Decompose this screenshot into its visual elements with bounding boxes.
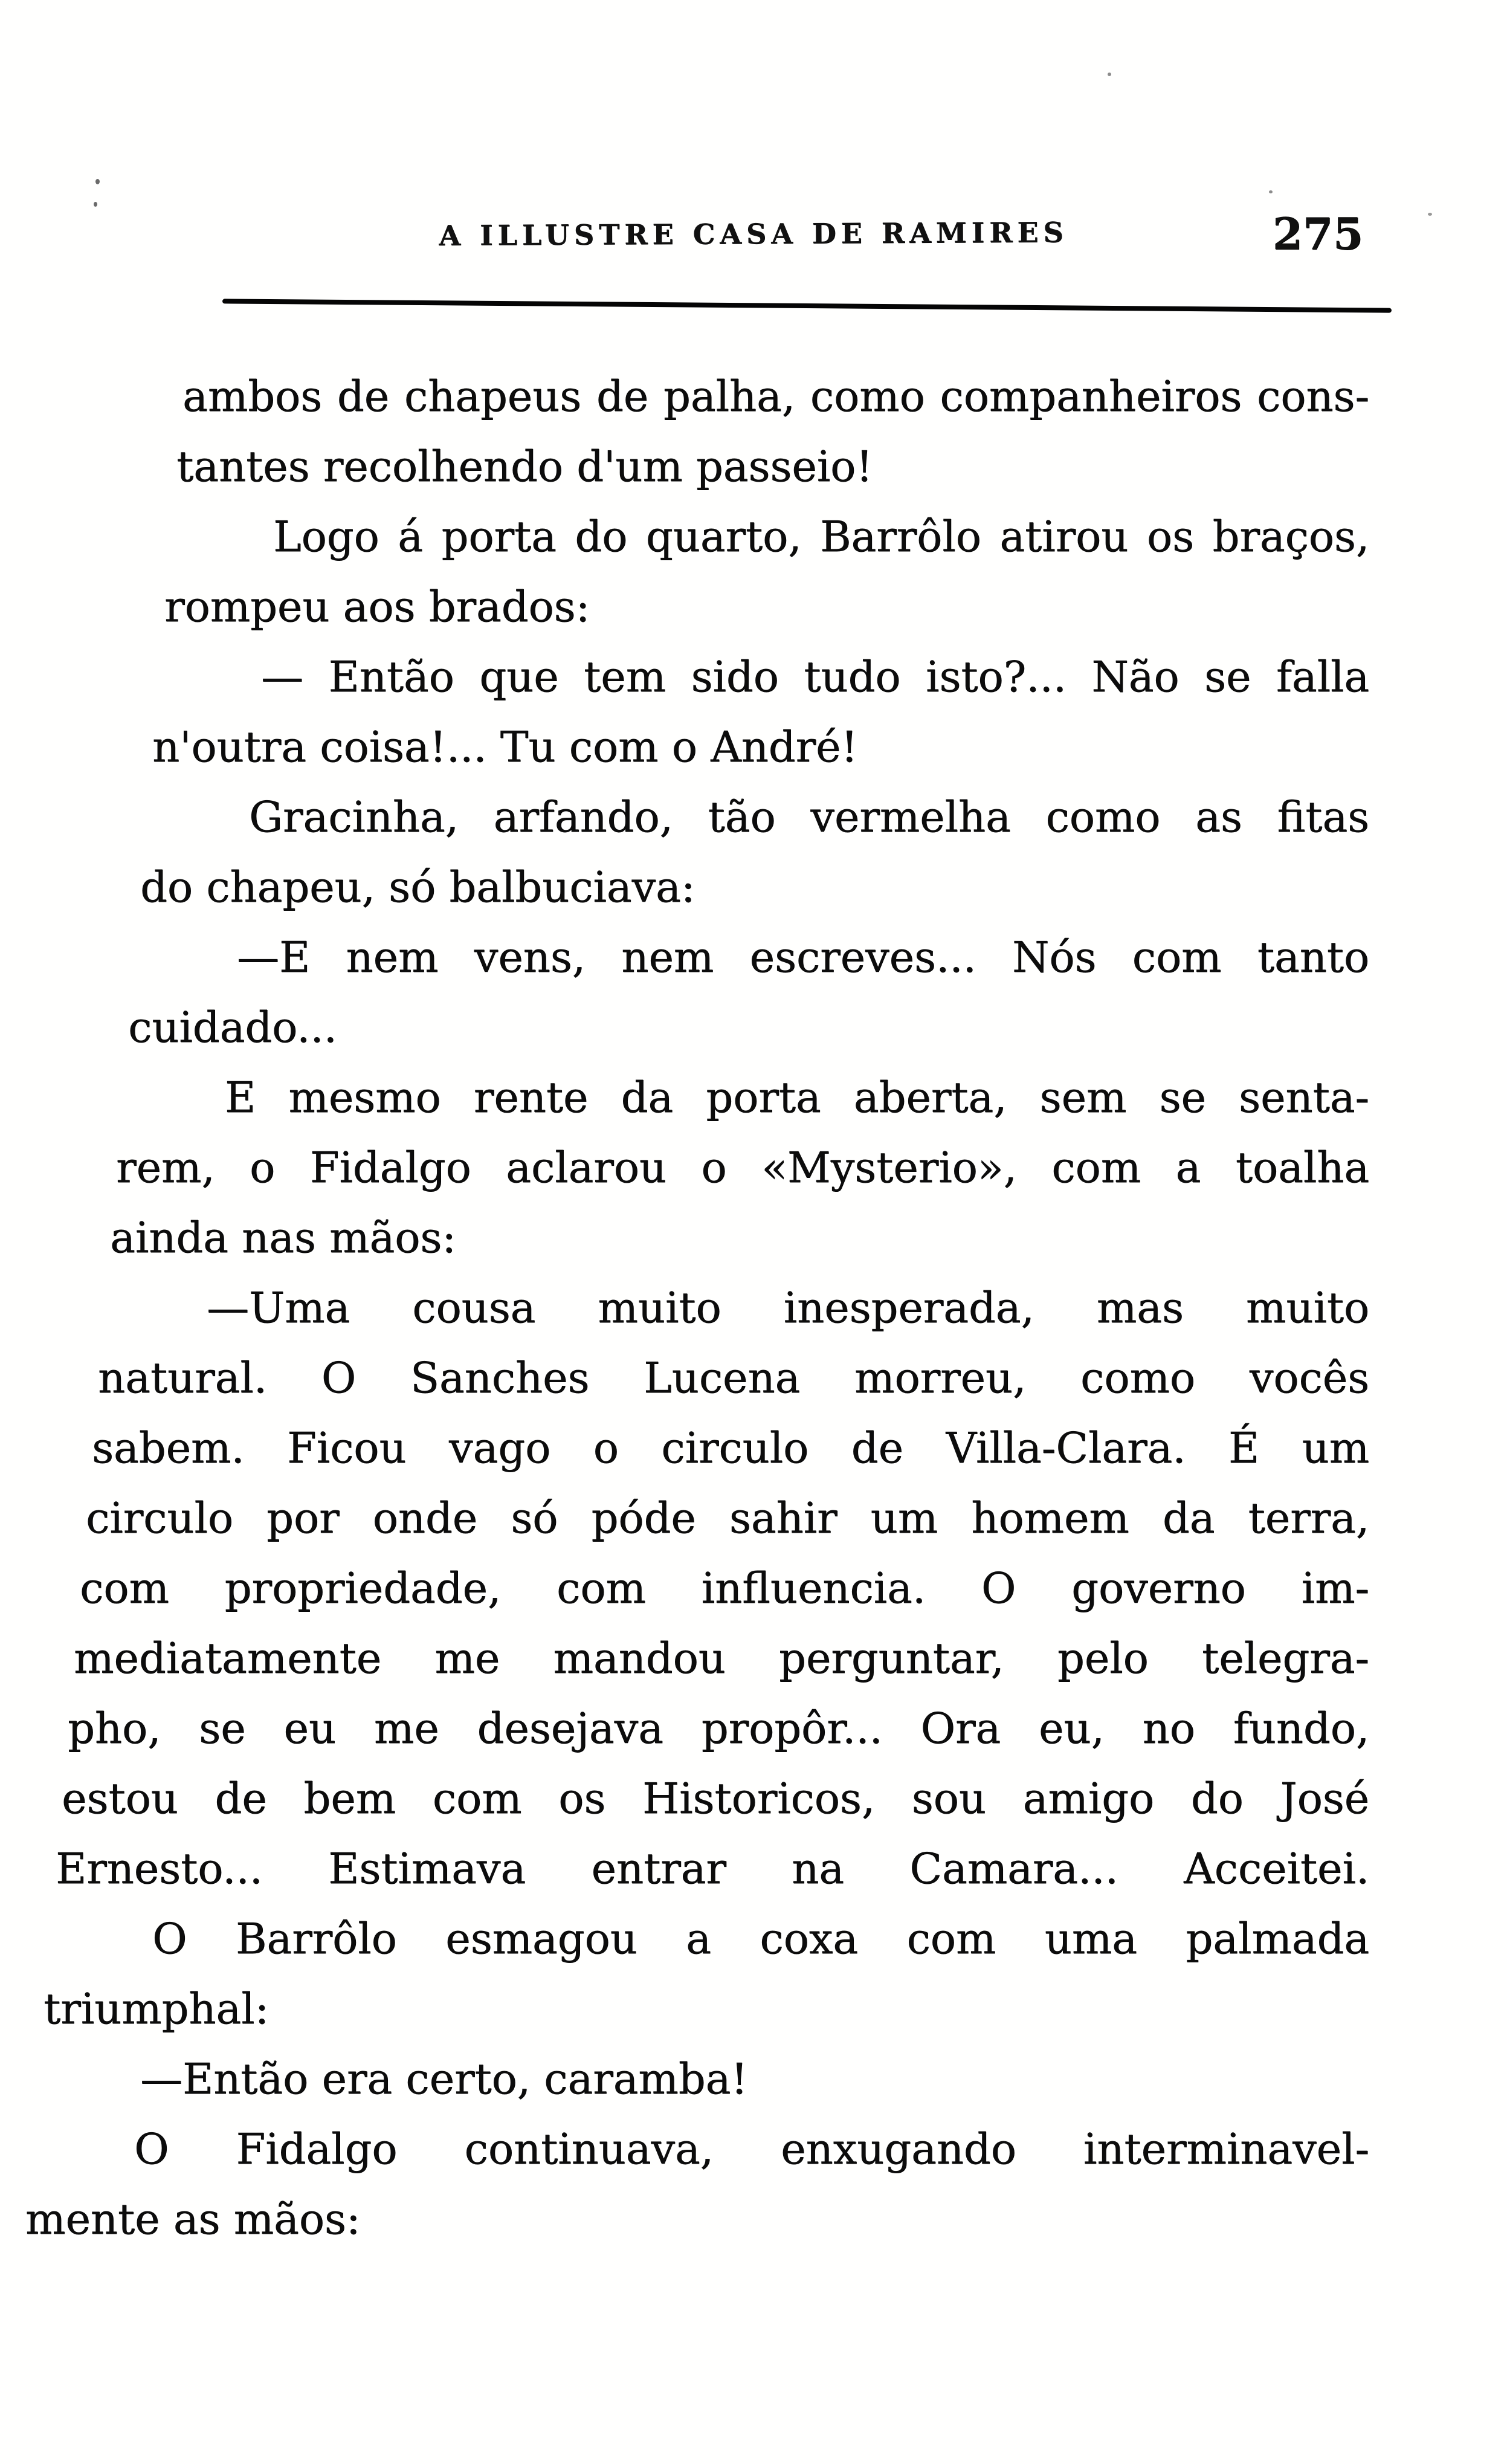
page-number: 275 — [1272, 208, 1363, 259]
scan-speck — [1108, 73, 1111, 76]
text-line: sabem. Ficou vago o circulo de Villa-Clara. É um — [92, 1423, 1369, 1473]
text-line: pho, se eu me desejava propôr... Ora eu, no fundo, — [68, 1704, 1369, 1753]
text-line: do chapeu, só balbuciava: — [140, 862, 695, 912]
text-line: natural. O Sanches Lucena morreu, como vocês — [98, 1353, 1369, 1403]
text-line: ambos de chapeus de palha, como companheiros cons- — [182, 372, 1369, 421]
scan-speck — [1269, 190, 1273, 193]
text-line: Logo á porta do quarto, Barrôlo atirou os braços, — [273, 512, 1369, 561]
running-head-title: A ILLUSTRE CASA DE RAMIRES — [439, 216, 1068, 252]
text-line: — Então que tem sido tudo isto?... Não se falla — [261, 652, 1369, 702]
text-line: estou de bem com os Historicos, sou amigo do José — [62, 1774, 1369, 1823]
header-rule — [222, 299, 1392, 312]
text-line: E mesmo rente da porta aberta, sem se senta- — [225, 1073, 1369, 1122]
text-line: O Barrôlo esmagou a coxa com uma palmada — [152, 1914, 1369, 1964]
text-line: —Então era certo, caramba! — [140, 2054, 748, 2104]
text-line: ainda nas mãos: — [110, 1213, 456, 1263]
text-line: Ernesto... Estimava entrar na Camara... Acceitei. — [56, 1844, 1369, 1893]
text-line: rem, o Fidalgo aclarou o «Mysterio», com a toalha — [116, 1143, 1369, 1192]
text-line: circulo por onde só póde sahir um homem da terra, — [86, 1493, 1369, 1543]
body-text — [25, 361, 1369, 2254]
text-line: O Fidalgo continuava, enxugando interminavel- — [134, 2124, 1369, 2174]
text-line: tantes recolhendo d'um passeio! — [176, 442, 873, 491]
text-line: cuidado... — [128, 1003, 337, 1052]
text-line: —Uma cousa muito inesperada, mas muito — [207, 1283, 1369, 1333]
text-line: n'outra coisa!... Tu com o André! — [152, 722, 858, 772]
scan-speck — [95, 179, 100, 184]
scan-speck — [94, 202, 97, 207]
text-line: com propriedade, com influencia. O governo im- — [80, 1563, 1369, 1613]
text-line: mediatamente me mandou perguntar, pelo telegra- — [74, 1634, 1369, 1683]
text-line: triumphal: — [44, 1984, 269, 2034]
text-line: mente as mãos: — [25, 2194, 361, 2244]
text-line: Gracinha, arfando, tão vermelha como as fitas — [249, 792, 1369, 842]
text-line: —E nem vens, nem escreves... Nós com tanto — [237, 933, 1369, 982]
text-line: rompeu aos brados: — [164, 582, 590, 632]
